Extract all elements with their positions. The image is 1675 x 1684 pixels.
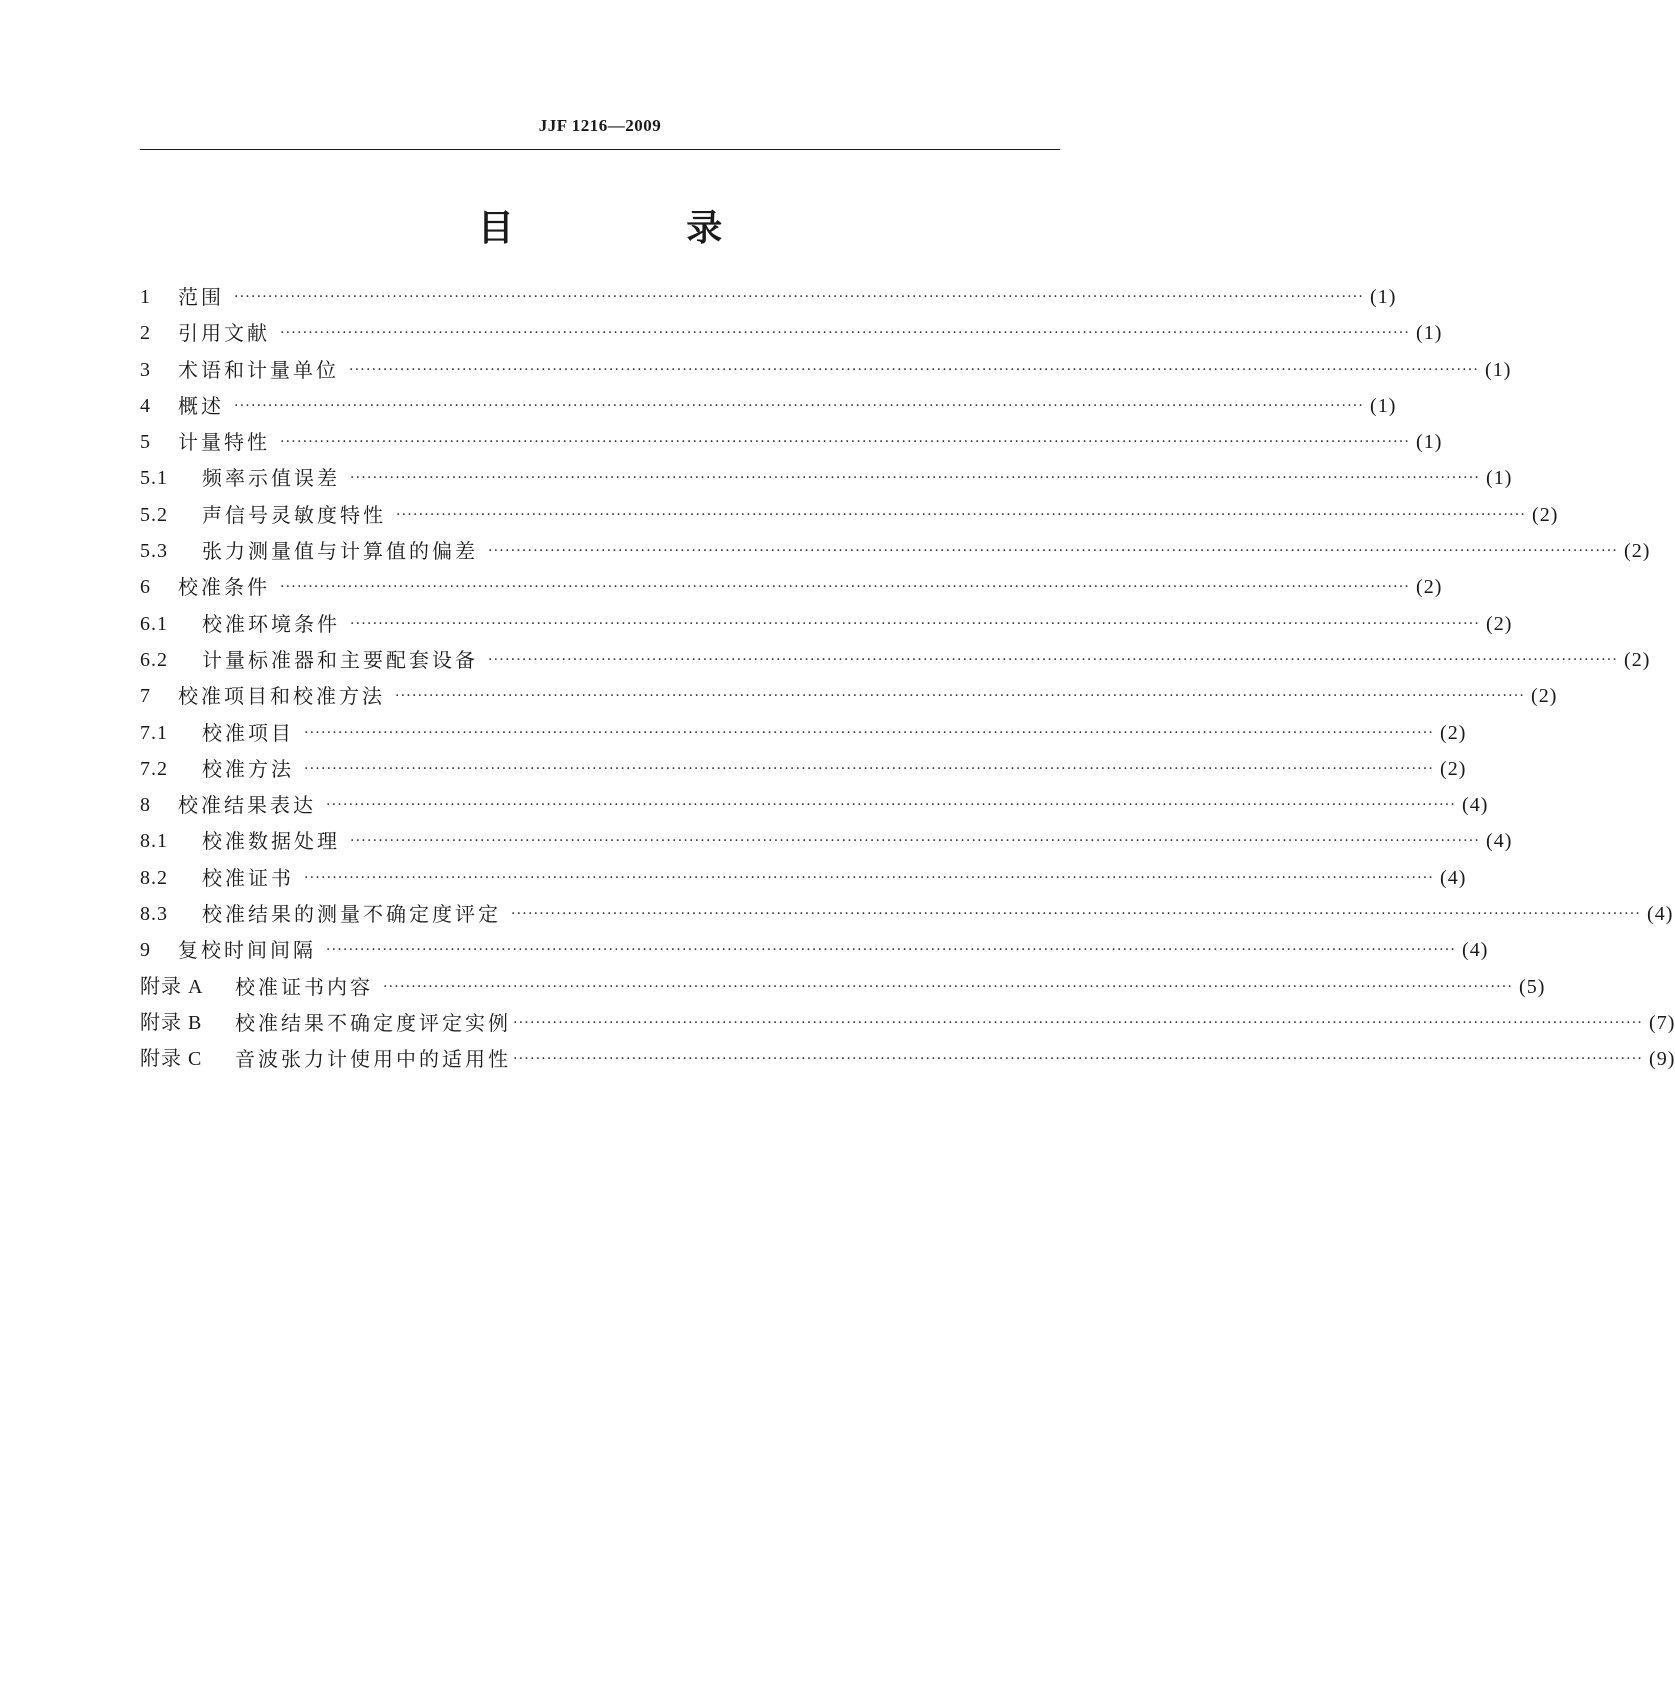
dot-leader: ········································································································································································································ [488,543,1619,560]
dot-leader: ········································································································································································································ [304,724,1435,741]
toc-entry [140,715,1467,751]
toc-entry-label: 校准方法 [202,756,294,781]
table-of-contents [140,279,1675,1078]
toc-entry-page: (2) [1532,503,1559,526]
toc-entry [140,787,1489,823]
toc-entry [140,678,1558,714]
toc-entry-page: (4) [1647,903,1674,926]
dot-leader: ········································································································································································································ [350,833,1481,850]
toc-entry-page: (7) [1649,1011,1675,1034]
toc-entry-number: 3 [140,358,151,381]
page-title: 目 录 [477,208,803,249]
toc-entry-label: 校准条件 [178,575,270,600]
toc-entry-page: (5) [1519,975,1546,998]
toc-entry-label: 计量标准器和主要配套设备 [202,647,478,672]
toc-entry [140,352,1512,388]
toc-entry-label: 校准证书内容 [235,974,373,999]
toc-entry-page: (2) [1531,685,1558,708]
toc-entry-label: 音波张力计使用中的适用性 [235,1047,511,1072]
toc-entry-page: (4) [1440,866,1467,889]
toc-entry-label: 范围 [178,285,224,309]
toc-entry [140,823,1513,859]
toc-entry-page: (2) [1486,612,1513,635]
toc-entry-label: 复校时间间隔 [178,938,316,963]
toc-entry [140,388,1397,424]
toc-entry-label: 校准数据处理 [202,829,340,854]
toc-entry-page: (1) [1416,431,1443,454]
toc-entry-label: 术语和计量单位 [178,357,339,382]
dot-leader: ········································································································································································································ [513,1051,1644,1068]
dot-leader: ········································································································································································································ [513,1014,1644,1031]
toc-entry [140,315,1443,351]
dot-leader: ········································································································································································································ [234,397,1365,414]
toc-entry-page: (4) [1462,939,1489,962]
toc-entry-page: (2) [1624,540,1651,563]
dot-leader: ········································································································································································································ [304,760,1435,777]
dot-leader: ········································································································································································································ [488,651,1619,668]
dot-leader: ········································································································································································································ [396,506,1527,523]
toc-entry-number: 7.1 [140,721,168,744]
dot-leader: ········································································································································································································ [326,942,1457,959]
toc-entry-page: (2) [1440,721,1467,744]
toc-entry-number: 7 [140,685,151,708]
toc-entry [140,969,1546,1005]
toc-entry [140,896,1674,932]
dot-leader: ········································································································································································································ [304,869,1435,886]
toc-entry-page: (2) [1416,576,1443,599]
header-divider [140,149,1060,150]
dot-leader: ········································································································································································································ [350,470,1481,487]
dot-leader: ········································································································································································································ [234,289,1365,305]
toc-entry [140,1005,1675,1041]
toc-entry-label: 声信号灵敏度特性 [202,502,386,527]
toc-entry-page: (1) [1485,358,1512,381]
dot-leader: ········································································································································································································ [383,978,1514,995]
toc-entry-label: 校准证书 [202,865,294,890]
toc-entry-number: 8.1 [140,830,168,853]
toc-entry [140,424,1443,460]
toc-entry-page: (9) [1649,1048,1675,1071]
toc-entry [140,751,1467,787]
toc-entry-page: (1) [1370,394,1397,417]
toc-entry [140,533,1651,569]
toc-entry-page: (4) [1486,830,1513,853]
toc-entry-number: 5 [140,431,151,454]
toc-entry-page: (2) [1440,757,1467,780]
toc-entry-label: 张力测量值与计算值的偏差 [202,539,478,564]
dot-leader: ········································································································································································································ [280,325,1411,342]
toc-entry [140,860,1467,896]
toc-entry-number: 附录 A [140,975,204,998]
toc-entry-number: 附录 B [140,1011,203,1034]
dot-leader: ········································································································································································································ [395,688,1526,705]
toc-entry-page: (2) [1624,648,1651,671]
toc-entry-label: 频率示值误差 [202,466,340,491]
toc-entry [140,642,1651,678]
toc-entry [140,497,1559,533]
toc-entry-number: 1 [140,286,151,308]
toc-entry-label: 校准结果表达 [178,793,316,818]
toc-entry [140,460,1513,496]
toc-entry-label: 校准项目和校准方法 [178,684,385,709]
toc-entry [140,932,1489,968]
toc-entry [140,569,1443,605]
toc-entry-page: (1) [1416,322,1443,345]
toc-entry-number: 5.1 [140,467,168,490]
toc-entry-label: 校准项目 [202,720,294,745]
toc-entry-label: 校准环境条件 [202,611,340,636]
toc-entry-number: 9 [140,939,151,962]
toc-entry-number: 8.2 [140,866,168,889]
toc-entry [140,1041,1675,1077]
toc-entry-page: (4) [1462,794,1489,817]
toc-entry-number: 6.2 [140,648,168,671]
toc-entry [140,606,1513,642]
toc-entry-page: (1) [1486,467,1513,490]
toc-entry-number: 2 [140,322,151,345]
toc-entry-number: 8.3 [140,903,168,926]
toc-entry-number: 6.1 [140,612,168,635]
dot-leader: ········································································································································································································ [350,615,1481,632]
toc-entry-label: 校准结果不确定度评定实例 [235,1010,511,1035]
toc-entry [140,279,1397,315]
toc-entry-label: 校准结果的测量不确定度评定 [202,902,501,927]
dot-leader: ········································································································································································································ [326,797,1457,814]
dot-leader: ········································································································································································································ [349,361,1480,378]
document-code-header: JJF 1216—2009 [538,116,662,135]
toc-entry-number: 5.2 [140,503,168,526]
toc-entry-number: 4 [140,394,151,417]
dot-leader: ········································································································································································································ [280,579,1411,596]
toc-entry-label: 概述 [178,393,224,418]
toc-entry-number: 8 [140,794,151,817]
toc-entry-label: 计量特性 [178,430,270,455]
dot-leader: ········································································································································································································ [511,906,1642,923]
dot-leader: ········································································································································································································ [280,434,1411,451]
toc-entry-number: 5.3 [140,540,168,563]
toc-entry-label: 引用文献 [178,321,270,346]
toc-entry-number: 附录 C [140,1048,203,1071]
toc-entry-number: 6 [140,576,151,599]
toc-entry-page: (1) [1370,286,1397,308]
toc-entry-number: 7.2 [140,757,168,780]
